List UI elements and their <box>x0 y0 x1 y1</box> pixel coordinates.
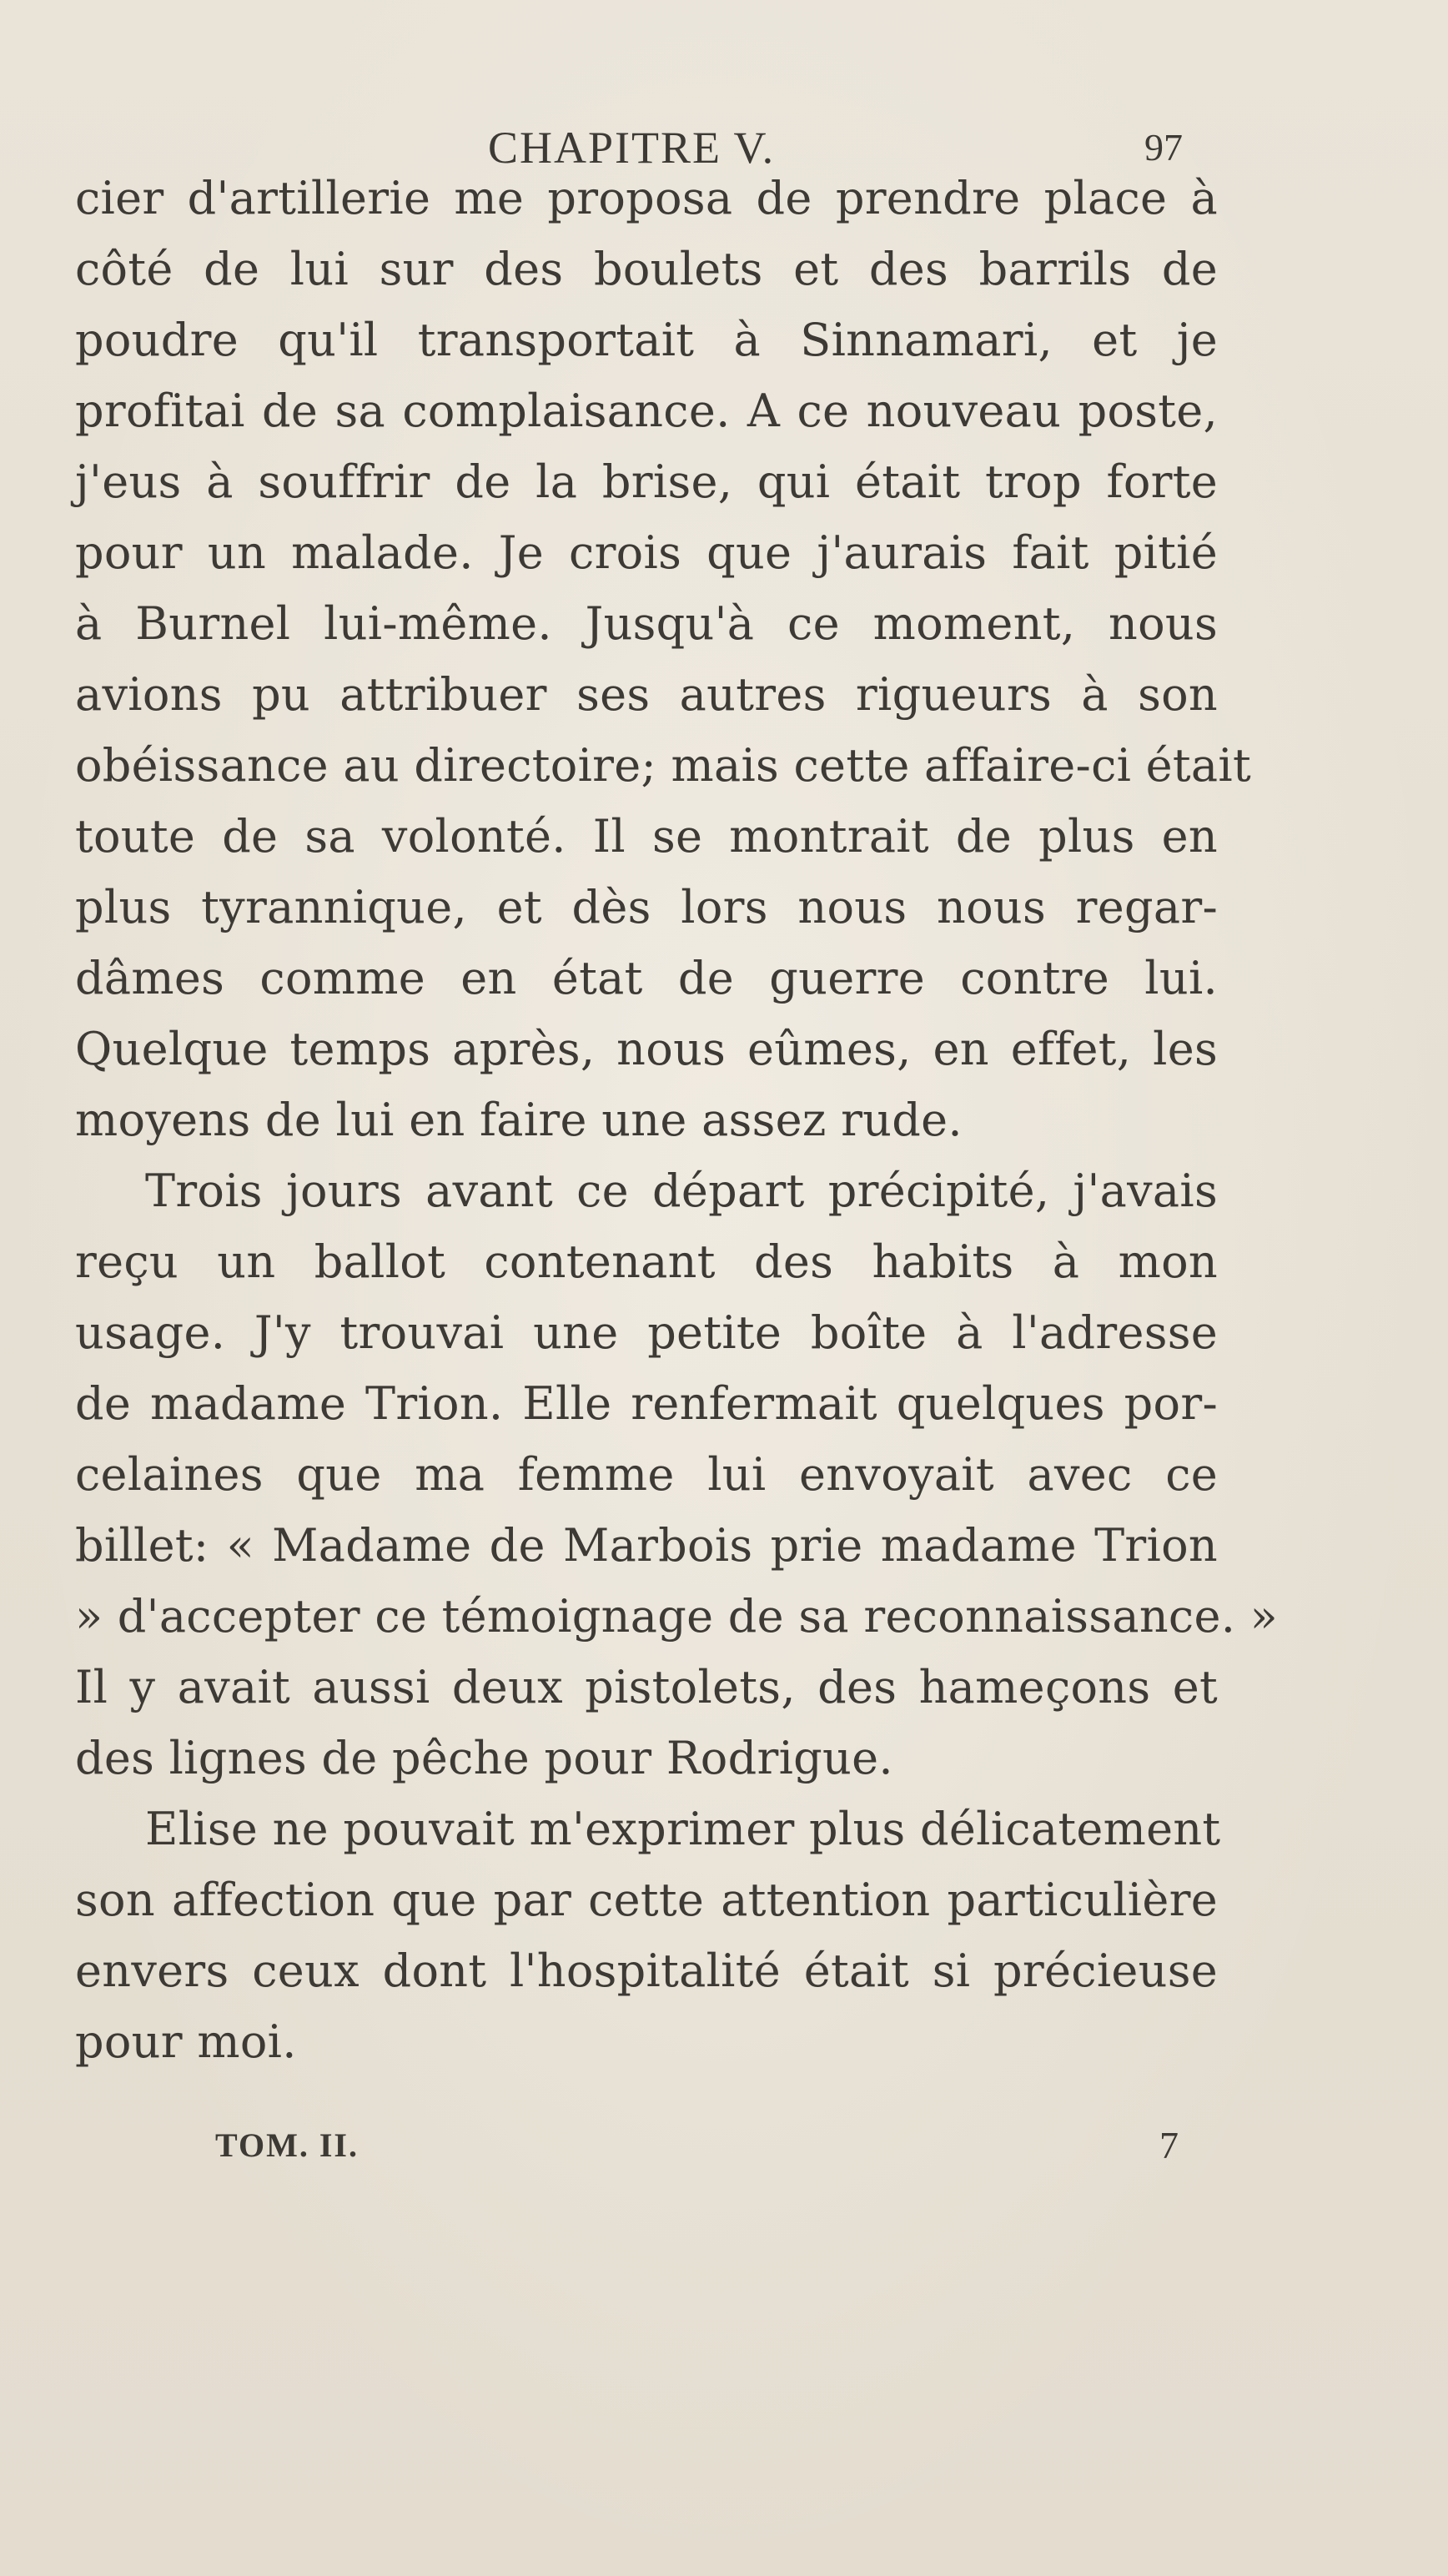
paragraph-end-line: pour moi. <box>75 2015 297 2068</box>
paragraph-end-line: des lignes de pêche pour Rodrigue. <box>75 1732 893 1784</box>
text-line: j'eus à souffrir de la brise, qui était trop forte <box>75 455 1218 508</box>
paragraph-end-line: moyens de lui en faire une assez rude. <box>75 1094 963 1146</box>
text-line: avions pu attribuer ses autres rigueurs à son <box>75 668 1218 721</box>
text-line: toute de sa volonté. Il se montrait de plus en <box>75 810 1218 863</box>
text-line: billet: « Madame de Marbois prie madame Trion <box>75 1519 1218 1572</box>
text-line: usage. J'y trouvai une petite boîte à l'adresse <box>75 1306 1218 1359</box>
text-line: Il y avait aussi deux pistolets, des hameçons et <box>75 1661 1218 1713</box>
text-line: dâmes comme en état de guerre contre lui. <box>75 952 1218 1004</box>
text-line: pour un malade. Je crois que j'aurais fait pitié <box>75 526 1218 579</box>
gathering-number: 7 <box>1159 2124 1179 2166</box>
printer-signature <box>0 2121 1448 2171</box>
text-line: » d'accepter ce témoignage de sa reconnaissance. » <box>75 1590 1278 1643</box>
text-line: son affection que par cette attention particulière <box>75 1874 1218 1926</box>
text-line: poudre qu'il transportait à Sinnamari, et je <box>75 314 1218 366</box>
text-line: à Burnel lui-même. Jusqu'à ce moment, nous <box>75 597 1218 650</box>
text-line: profitai de sa complaisance. A ce nouveau poste, <box>75 385 1218 437</box>
text-line: celaines que ma femme lui envoyait avec ce <box>75 1448 1218 1501</box>
text-line: envers ceux dont l'hospitalité était si précieuse <box>75 1945 1218 1997</box>
text-line: cier d'artillerie me proposa de prendre place à <box>75 172 1218 224</box>
volume-mark: TOM. II. <box>215 2126 359 2164</box>
text-line: reçu un ballot contenant des habits à mon <box>75 1235 1218 1288</box>
page-number: 97 <box>1144 126 1183 169</box>
text-line: obéissance au directoire; mais cette affaire-ci était <box>75 739 1251 792</box>
text-line: Quelque temps après, nous eûmes, en effet, les <box>75 1023 1218 1075</box>
text-line: plus tyrannique, et dès lors nous nous regar- <box>75 881 1218 933</box>
text-line: côté de lui sur des boulets et des barrils de <box>75 243 1218 295</box>
paragraph-start-line: Trois jours avant ce départ précipité, j'avais <box>145 1165 1218 1217</box>
paragraph-start-line: Elise ne pouvait m'exprimer plus délicatement <box>145 1803 1221 1855</box>
text-line: de madame Trion. Elle renfermait quelques por- <box>75 1377 1218 1430</box>
chapter-title: CHAPITRE V. <box>488 123 776 173</box>
body-text <box>75 163 1278 2077</box>
